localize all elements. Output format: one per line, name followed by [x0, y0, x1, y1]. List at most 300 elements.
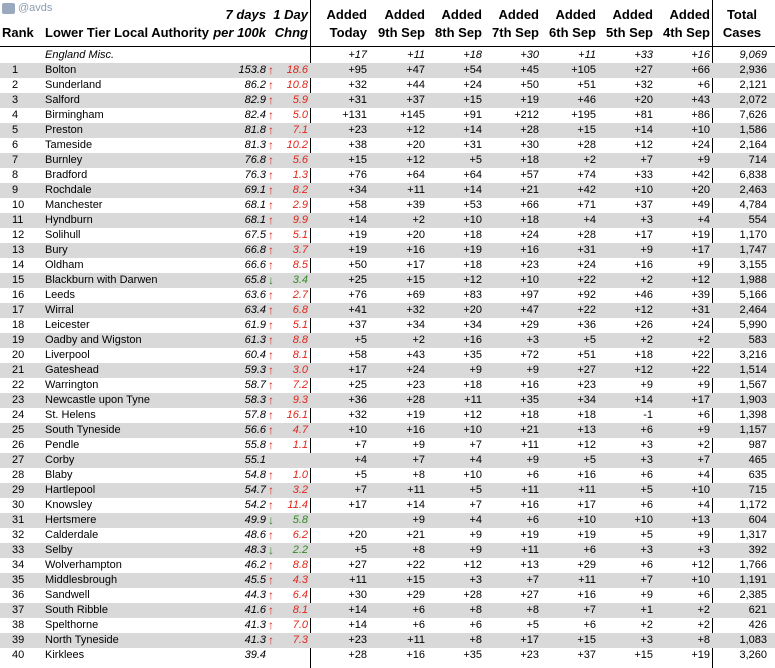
- daily-added-cell: +3: [697, 544, 710, 556]
- daily-added-cell: +9: [526, 364, 539, 376]
- arrow-up-icon: ↑: [268, 363, 274, 377]
- table-row: [0, 63, 775, 78]
- rank-cell: 6: [12, 139, 19, 151]
- table-row: [0, 198, 775, 213]
- daily-added-cell: +11: [349, 574, 367, 586]
- total-cases-cell: 714: [748, 154, 767, 166]
- daily-added-cell: +18: [463, 379, 482, 391]
- daily-added-cell: +35: [463, 349, 482, 361]
- daily-added-cell: +9: [526, 454, 539, 466]
- daily-added-cell: +9: [469, 544, 482, 556]
- total-cases-cell: 9,069: [739, 49, 767, 61]
- daily-added-cell: +50: [520, 79, 539, 91]
- authority-cell: Pendle: [45, 439, 80, 451]
- daily-added-cell: +8: [412, 469, 425, 481]
- daily-added-cell: +28: [348, 649, 367, 661]
- rate-cell: 48.3: [244, 544, 266, 556]
- total-cases-cell: 1,157: [739, 424, 767, 436]
- change-cell: 9.3: [292, 394, 308, 406]
- daily-added-cell: +29: [577, 559, 596, 571]
- arrow-down-icon: ↓: [268, 543, 274, 557]
- arrow-up-icon: ↑: [268, 408, 274, 422]
- daily-added-cell: +10: [520, 274, 539, 286]
- rank-cell: 26: [12, 439, 25, 451]
- daily-added-cell: +24: [520, 229, 539, 241]
- daily-added-cell: +11: [578, 49, 596, 61]
- rate-cell: 86.2: [244, 79, 266, 91]
- daily-added-cell: +50: [348, 259, 367, 271]
- total-cases-cell: 583: [748, 334, 767, 346]
- change-cell: 5.8: [292, 514, 308, 526]
- daily-added-cell: +11: [521, 484, 539, 496]
- change-cell: 3.4: [292, 274, 308, 286]
- change-cell: 1.1: [292, 439, 308, 451]
- table-row: [0, 348, 775, 363]
- daily-added-cell: +31: [463, 139, 482, 151]
- change-cell: 10.8: [286, 79, 308, 91]
- table-row: [0, 78, 775, 93]
- daily-added-cell: +30: [520, 139, 539, 151]
- arrow-up-icon: ↑: [268, 168, 274, 182]
- daily-added-cell: +23: [520, 259, 539, 271]
- table-row: [0, 108, 775, 123]
- rank-cell: 30: [12, 499, 25, 511]
- daily-added-cell: +6: [469, 619, 482, 631]
- arrow-up-icon: ↑: [268, 333, 274, 347]
- daily-added-cell: +17: [634, 229, 653, 241]
- daily-added-cell: +24: [406, 364, 425, 376]
- authority-cell: Liverpool: [45, 349, 90, 361]
- arrow-up-icon: ↑: [268, 618, 274, 632]
- daily-added-cell: +44: [406, 79, 425, 91]
- total-cases-cell: 2,072: [739, 94, 767, 106]
- daily-added-cell: +2: [412, 334, 425, 346]
- daily-added-cell: +36: [577, 319, 596, 331]
- authority-cell: North Tyneside: [45, 634, 119, 646]
- total-cases-cell: 715: [748, 484, 767, 496]
- header-8th-sep: [422, 6, 482, 42]
- rank-cell: 16: [12, 289, 25, 301]
- total-cases-cell: 2,121: [739, 79, 767, 91]
- table-row: [0, 93, 775, 108]
- daily-added-cell: +66: [691, 64, 710, 76]
- rank-cell: 29: [12, 484, 25, 496]
- daily-added-cell: +6: [526, 514, 539, 526]
- authority-cell: Bolton: [45, 64, 77, 76]
- daily-added-cell: +14: [634, 394, 653, 406]
- daily-added-cell: +9: [412, 514, 425, 526]
- authority-cell: Warrington: [45, 379, 99, 391]
- table-row: [0, 363, 775, 378]
- arrow-up-icon: ↑: [268, 378, 274, 392]
- rate-cell: 63.6: [244, 289, 266, 301]
- daily-added-cell: +16: [577, 469, 596, 481]
- daily-added-cell: +145: [400, 109, 425, 121]
- header-divider: [0, 46, 775, 47]
- daily-added-cell: +57: [520, 169, 539, 181]
- total-cases-cell: 5,166: [739, 289, 767, 301]
- rank-cell: 14: [12, 259, 25, 271]
- rate-cell: 56.6: [244, 424, 266, 436]
- table-row: [0, 288, 775, 303]
- arrow-up-icon: ↑: [268, 483, 274, 497]
- rate-cell: 82.4: [244, 109, 266, 121]
- daily-added-cell: +47: [406, 64, 425, 76]
- daily-added-cell: +6: [697, 589, 710, 601]
- daily-added-cell: +6: [583, 619, 596, 631]
- daily-added-cell: +4: [469, 454, 482, 466]
- rank-cell: 40: [12, 649, 25, 661]
- total-cases-cell: 1,567: [739, 379, 767, 391]
- table-row: [0, 468, 775, 483]
- arrow-up-icon: ↑: [268, 348, 274, 362]
- total-cases-cell: 1,398: [739, 409, 767, 421]
- daily-added-cell: +12: [463, 274, 482, 286]
- rank-cell: 13: [12, 244, 25, 256]
- daily-added-cell: +20: [463, 304, 482, 316]
- daily-added-cell: +41: [348, 304, 367, 316]
- daily-added-cell: +9: [697, 424, 710, 436]
- change-cell: 5.1: [292, 229, 308, 241]
- daily-added-cell: +69: [406, 289, 425, 301]
- daily-added-cell: +6: [526, 469, 539, 481]
- daily-added-cell: +5: [583, 334, 596, 346]
- rate-cell: 63.4: [244, 304, 266, 316]
- daily-added-cell: +2: [640, 274, 653, 286]
- arrow-up-icon: ↑: [268, 78, 274, 92]
- daily-added-cell: +3: [640, 544, 653, 556]
- daily-added-cell: +3: [640, 439, 653, 451]
- daily-added-cell: +5: [640, 484, 653, 496]
- daily-added-cell: +43: [691, 94, 710, 106]
- rate-cell: 55.1: [244, 454, 266, 466]
- daily-added-cell: +15: [463, 94, 482, 106]
- authority-cell: Corby: [45, 454, 75, 466]
- arrow-up-icon: ↑: [268, 288, 274, 302]
- authority-cell: Gateshead: [45, 364, 99, 376]
- daily-added-cell: +15: [577, 634, 596, 646]
- daily-added-cell: +23: [520, 649, 539, 661]
- authority-cell: Tameside: [45, 139, 93, 151]
- change-cell: 7.1: [292, 124, 308, 136]
- daily-added-cell: +7: [469, 439, 482, 451]
- daily-added-cell: +23: [406, 379, 425, 391]
- table-row: [0, 573, 775, 588]
- daily-added-cell: +15: [406, 274, 425, 286]
- arrow-down-icon: ↓: [268, 273, 274, 287]
- daily-added-cell: +32: [348, 79, 367, 91]
- daily-added-cell: +16: [406, 424, 425, 436]
- daily-added-cell: +11: [578, 484, 596, 496]
- change-cell: 7.3: [292, 634, 308, 646]
- table-row: [0, 483, 775, 498]
- daily-added-cell: +10: [463, 214, 482, 226]
- header-rate-line1: 7 days: [225, 7, 266, 22]
- rate-cell: 69.1: [244, 184, 266, 196]
- daily-added-cell: +18: [520, 154, 539, 166]
- total-cases-cell: 3,260: [739, 649, 767, 661]
- rank-cell: 24: [12, 409, 25, 421]
- table-row: [0, 498, 775, 513]
- daily-added-cell: +2: [640, 619, 653, 631]
- rate-cell: 55.8: [244, 439, 266, 451]
- daily-added-cell: +20: [634, 94, 653, 106]
- daily-added-cell: +58: [348, 199, 367, 211]
- authority-cell: Selby: [45, 544, 73, 556]
- daily-added-cell: +5: [354, 544, 367, 556]
- daily-added-cell: +14: [463, 184, 482, 196]
- daily-added-cell: +43: [406, 349, 425, 361]
- header-authority: Lower Tier Local Authority: [45, 25, 209, 40]
- rate-cell: 54.8: [244, 469, 266, 481]
- change-cell: 6.8: [292, 304, 308, 316]
- daily-added-cell: +195: [571, 109, 596, 121]
- daily-added-cell: +27: [634, 64, 653, 76]
- daily-added-cell: +16: [406, 649, 425, 661]
- rank-cell: 9: [12, 184, 19, 196]
- header-8th-sep-line2: 8th Sep: [435, 25, 482, 40]
- arrow-up-icon: ↑: [268, 93, 274, 107]
- daily-added-cell: +10: [691, 484, 710, 496]
- total-cases-cell: 2,464: [739, 304, 767, 316]
- daily-added-cell: +34: [348, 184, 367, 196]
- arrow-up-icon: ↑: [268, 228, 274, 242]
- daily-added-cell: +28: [406, 394, 425, 406]
- daily-added-cell: +10: [634, 184, 653, 196]
- daily-added-cell: +12: [634, 364, 653, 376]
- header-4th-sep-line2: 4th Sep: [663, 25, 710, 40]
- header-5th-sep: [593, 6, 653, 42]
- arrow-up-icon: ↑: [268, 108, 274, 122]
- daily-added-cell: +86: [691, 109, 710, 121]
- daily-added-cell: +18: [520, 409, 539, 421]
- daily-added-cell: +28: [463, 589, 482, 601]
- daily-added-cell: +32: [634, 79, 653, 91]
- daily-added-cell: +23: [577, 379, 596, 391]
- total-cases-cell: 465: [748, 454, 767, 466]
- daily-added-cell: +24: [691, 139, 710, 151]
- daily-added-cell: +17: [691, 394, 710, 406]
- header-9th-sep: [365, 6, 425, 42]
- daily-added-cell: +9: [469, 529, 482, 541]
- header-total: [717, 6, 767, 42]
- table-row: [0, 303, 775, 318]
- daily-added-cell: +74: [577, 169, 596, 181]
- table-row: [0, 558, 775, 573]
- header-total-line2: Cases: [722, 25, 762, 40]
- daily-added-cell: +72: [520, 349, 539, 361]
- total-cases-cell: 3,216: [739, 349, 767, 361]
- table-row: [0, 243, 775, 258]
- daily-added-cell: +2: [412, 214, 425, 226]
- daily-added-cell: +12: [406, 124, 425, 136]
- rate-cell: 65.8: [244, 274, 266, 286]
- daily-added-cell: +5: [583, 454, 596, 466]
- rate-cell: 59.3: [244, 364, 266, 376]
- authority-cell: Blackburn with Darwen: [45, 274, 158, 286]
- daily-added-cell: +29: [406, 589, 425, 601]
- daily-added-cell: +19: [348, 229, 367, 241]
- daily-added-cell: +9: [412, 439, 425, 451]
- header-6th-sep: [536, 6, 596, 42]
- authority-cell: Sandwell: [45, 589, 90, 601]
- arrow-up-icon: ↑: [268, 258, 274, 272]
- authority-cell: Newcastle upon Tyne: [45, 394, 150, 406]
- daily-added-cell: +12: [634, 139, 653, 151]
- arrow-up-icon: ↑: [268, 243, 274, 257]
- total-cases-cell: 604: [748, 514, 767, 526]
- arrow-down-icon: ↓: [268, 513, 274, 527]
- total-cases-cell: 1,586: [739, 124, 767, 136]
- daily-added-cell: +95: [348, 64, 367, 76]
- daily-added-cell: +21: [406, 529, 425, 541]
- total-cases-cell: 5,990: [739, 319, 767, 331]
- table-row: [0, 183, 775, 198]
- daily-added-cell: +9: [469, 364, 482, 376]
- daily-added-cell: +8: [412, 544, 425, 556]
- total-cases-cell: 1,083: [739, 634, 767, 646]
- daily-added-cell: +18: [463, 229, 482, 241]
- change-cell: 2.7: [292, 289, 308, 301]
- authority-cell: Burnley: [45, 154, 83, 166]
- table-row: [0, 453, 775, 468]
- daily-added-cell: +6: [640, 559, 653, 571]
- change-cell: 2.2: [292, 544, 308, 556]
- daily-added-cell: +16: [691, 49, 710, 61]
- total-cases-cell: 1,766: [739, 559, 767, 571]
- table-row: [0, 168, 775, 183]
- daily-added-cell: +25: [348, 379, 367, 391]
- rank-cell: 10: [12, 199, 25, 211]
- rank-cell: 22: [12, 379, 25, 391]
- daily-added-cell: +18: [463, 259, 482, 271]
- rate-cell: 39.4: [244, 649, 266, 661]
- total-cases-cell: 1,170: [739, 229, 767, 241]
- daily-added-cell: +28: [577, 229, 596, 241]
- change-cell: 10.2: [286, 139, 308, 151]
- daily-added-cell: +13: [691, 514, 710, 526]
- daily-added-cell: +18: [520, 214, 539, 226]
- daily-added-cell: +20: [348, 529, 367, 541]
- daily-added-cell: +11: [407, 184, 425, 196]
- rank-cell: 39: [12, 634, 25, 646]
- daily-added-cell: +76: [348, 169, 367, 181]
- daily-added-cell: +2: [640, 334, 653, 346]
- daily-added-cell: +3: [526, 334, 539, 346]
- authority-cell: Rochdale: [45, 184, 92, 196]
- authority-cell: Bury: [45, 244, 68, 256]
- authority-cell: Kirklees: [45, 649, 85, 661]
- rate-cell: 54.7: [244, 484, 266, 496]
- daily-added-cell: +17: [406, 259, 425, 271]
- arrow-up-icon: ↑: [268, 213, 274, 227]
- daily-added-cell: +37: [634, 199, 653, 211]
- header-rank: Rank: [2, 25, 34, 40]
- change-cell: 4.7: [292, 424, 308, 436]
- daily-added-cell: +9: [640, 589, 653, 601]
- daily-added-cell: +10: [634, 514, 653, 526]
- daily-added-cell: +27: [348, 559, 367, 571]
- daily-added-cell: +17: [577, 499, 596, 511]
- daily-added-cell: -1: [643, 409, 653, 421]
- rate-cell: 46.2: [244, 559, 266, 571]
- daily-added-cell: +3: [640, 634, 653, 646]
- daily-added-cell: +28: [520, 124, 539, 136]
- table-row: [0, 633, 775, 648]
- daily-added-cell: +4: [354, 454, 367, 466]
- change-cell: 5.9: [292, 94, 308, 106]
- daily-added-cell: +15: [406, 574, 425, 586]
- rate-cell: 66.6: [244, 259, 266, 271]
- total-cases-cell: 426: [748, 619, 767, 631]
- daily-added-cell: +34: [463, 319, 482, 331]
- rank-cell: 34: [12, 559, 25, 571]
- daily-added-cell: +14: [348, 214, 367, 226]
- rank-cell: 17: [12, 304, 25, 316]
- rate-cell: 81.8: [244, 124, 266, 136]
- table-row: [0, 648, 775, 663]
- handle-text: @avds: [18, 2, 53, 14]
- daily-added-cell: +12: [463, 559, 482, 571]
- arrow-up-icon: ↑: [268, 303, 274, 317]
- rate-cell: 76.8: [244, 154, 266, 166]
- rate-cell: 41.3: [244, 634, 266, 646]
- table-row: [0, 123, 775, 138]
- daily-added-cell: +31: [691, 304, 710, 316]
- daily-added-cell: +46: [634, 289, 653, 301]
- rate-cell: 44.3: [244, 589, 266, 601]
- table-row: [0, 48, 775, 63]
- daily-added-cell: +10: [463, 469, 482, 481]
- daily-added-cell: +64: [463, 169, 482, 181]
- total-cases-cell: 1,191: [739, 574, 767, 586]
- change-cell: 5.1: [292, 319, 308, 331]
- rate-cell: 61.3: [244, 334, 266, 346]
- total-cases-cell: 6,838: [739, 169, 767, 181]
- daily-added-cell: +9: [640, 379, 653, 391]
- daily-added-cell: +6: [640, 499, 653, 511]
- daily-added-cell: +17: [520, 634, 539, 646]
- daily-added-cell: +91: [463, 109, 482, 121]
- rank-cell: 4: [12, 109, 19, 121]
- daily-added-cell: +26: [634, 319, 653, 331]
- daily-added-cell: +71: [577, 199, 596, 211]
- rate-cell: 153.8: [238, 64, 266, 76]
- daily-added-cell: +23: [348, 124, 367, 136]
- daily-added-cell: +24: [463, 79, 482, 91]
- header-5th-sep-line2: 5th Sep: [606, 25, 653, 40]
- total-cases-cell: 2,385: [739, 589, 767, 601]
- header-chg: [263, 6, 308, 42]
- total-cases-cell: 987: [748, 439, 767, 451]
- header-chg-line2: Chng: [274, 25, 308, 40]
- rank-cell: 31: [12, 514, 25, 526]
- rate-cell: 81.3: [244, 139, 266, 151]
- daily-added-cell: +38: [348, 139, 367, 151]
- daily-added-cell: +6: [583, 544, 596, 556]
- rank-cell: 18: [12, 319, 25, 331]
- daily-added-cell: +19: [577, 529, 596, 541]
- authority-cell: Hertsmere: [45, 514, 97, 526]
- daily-added-cell: +12: [691, 559, 710, 571]
- authority-cell: England Misc.: [45, 49, 115, 61]
- daily-added-cell: +6: [412, 619, 425, 631]
- daily-added-cell: +53: [463, 199, 482, 211]
- daily-added-cell: +10: [348, 424, 367, 436]
- change-cell: 6.4: [292, 589, 308, 601]
- authority-cell: Oldham: [45, 259, 84, 271]
- arrow-up-icon: ↑: [268, 318, 274, 332]
